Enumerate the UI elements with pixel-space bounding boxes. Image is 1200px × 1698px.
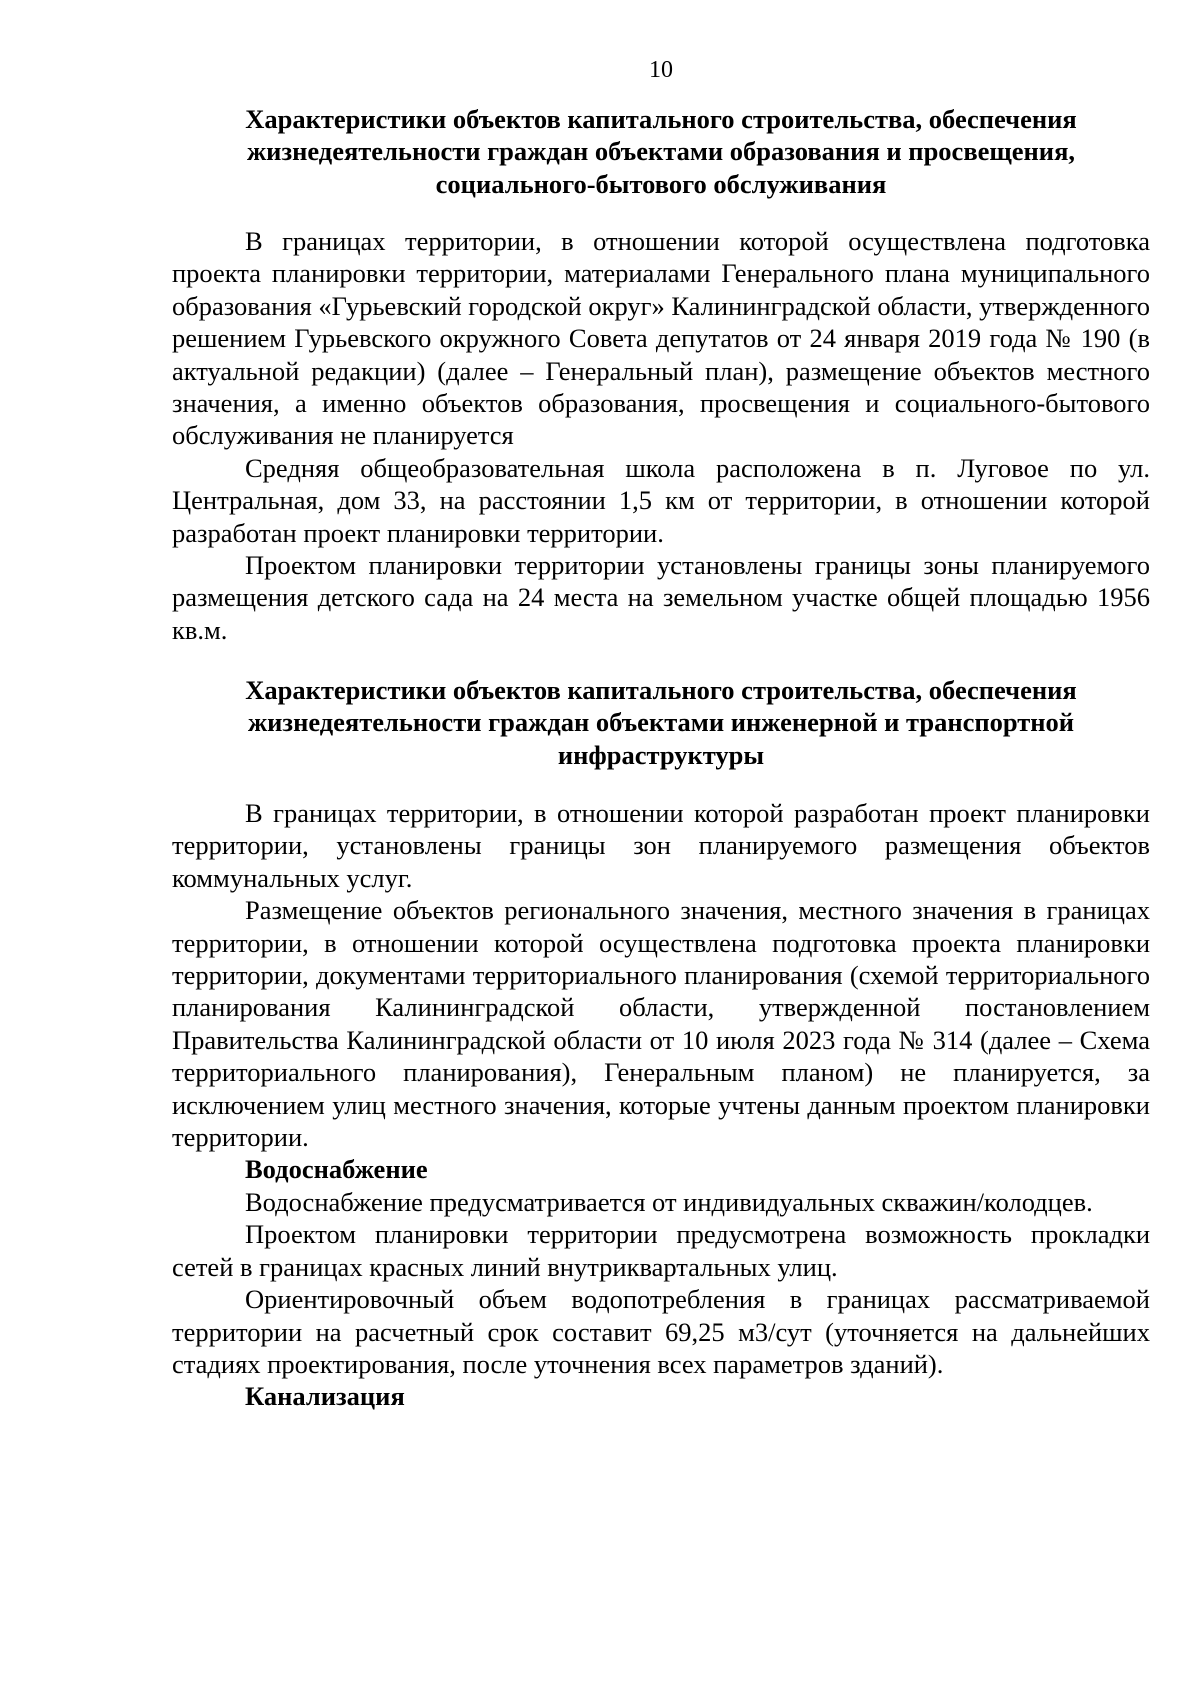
paragraph: Средняя общеобразовательная школа расположена в п. Луговое по ул. Центральная, дом 33, на расстоянии 1,5 км от территории, в отношении которой разработан проект планировки территории. [172,452,1150,548]
paragraph: В границах территории, в отношении которой разработан проект планировки территории, установлены границы зон планируемого размещения объектов коммунальных услуг. [172,798,1150,893]
paragraph: Проектом планировки территории установлены границы зоны планируемого размещения детского сада на 24 места на земельном участке общей площадью 1956 кв.м. [172,550,1150,645]
heading-line: Характеристики объектов капитального строительства, обеспечения [245,675,1077,705]
section-heading-infrastructure [172,674,1150,771]
heading-line: жизнедеятельности граждан объектами образования и просвещения, [246,136,1076,167]
paragraph: Водоснабжение предусматривается от индивидуальных скважин/колодцев. [245,1186,1093,1217]
heading-line: жизнедеятельности граждан объектами инженерной и транспортной [247,707,1075,738]
page-number: 10 [649,57,673,83]
paragraph: Размещение объектов регионального значения, местного значения в границах территории, в отношении которой осуществлена подготовка проекта планировки территории, документами территориального планирования (схемой территориального планирования Калининградской области, утвержденной постановлением Правительства Калининградской области от 10 июля 2023 года № 314 (далее – Схема территориального планирования), Генеральным планом) не планируется, за исключением улиц местного значения, которые учтены данным проектом планировки территории. [172,895,1150,1153]
subheading-water-supply: Водоснабжение [245,1154,428,1185]
heading-line: инфраструктуры [557,739,765,770]
heading-line: социального-бытового обслуживания [435,168,887,199]
section-heading-social [172,103,1150,200]
subheading-sewerage: Канализация [245,1381,405,1412]
paragraph: Ориентировочный объем водопотребления в границах рассматриваемой территории на расчетный срок составит 69,25 м3/сут (уточняется на дальнейших стадиях проектирования, после уточнения всех параметров зданий). [172,1284,1150,1379]
section-body-social [172,225,1150,646]
paragraph: В границах территории, в отношении которой осуществлена подготовка проекта планировки территории, материалами Генерального плана муниципального образования «Гурьевский городской округ» Калининградской области, утвержденного решением Гурьевского окружного Совета депутатов от 24 января 2019 года № 190 (в актуальной редакции) (далее – Генеральный план), размещение объектов местного значения, а именно объектов образования, просвещения и социального-бытового обслуживания не планируется [172,226,1150,451]
heading-line: Характеристики объектов капитального строительства, обеспечения [245,104,1077,134]
section-body-infrastructure [172,797,1150,1413]
paragraph: Проектом планировки территории предусмотрена возможность прокладки сетей в границах красных линий внутриквартальных улиц. [172,1219,1150,1282]
